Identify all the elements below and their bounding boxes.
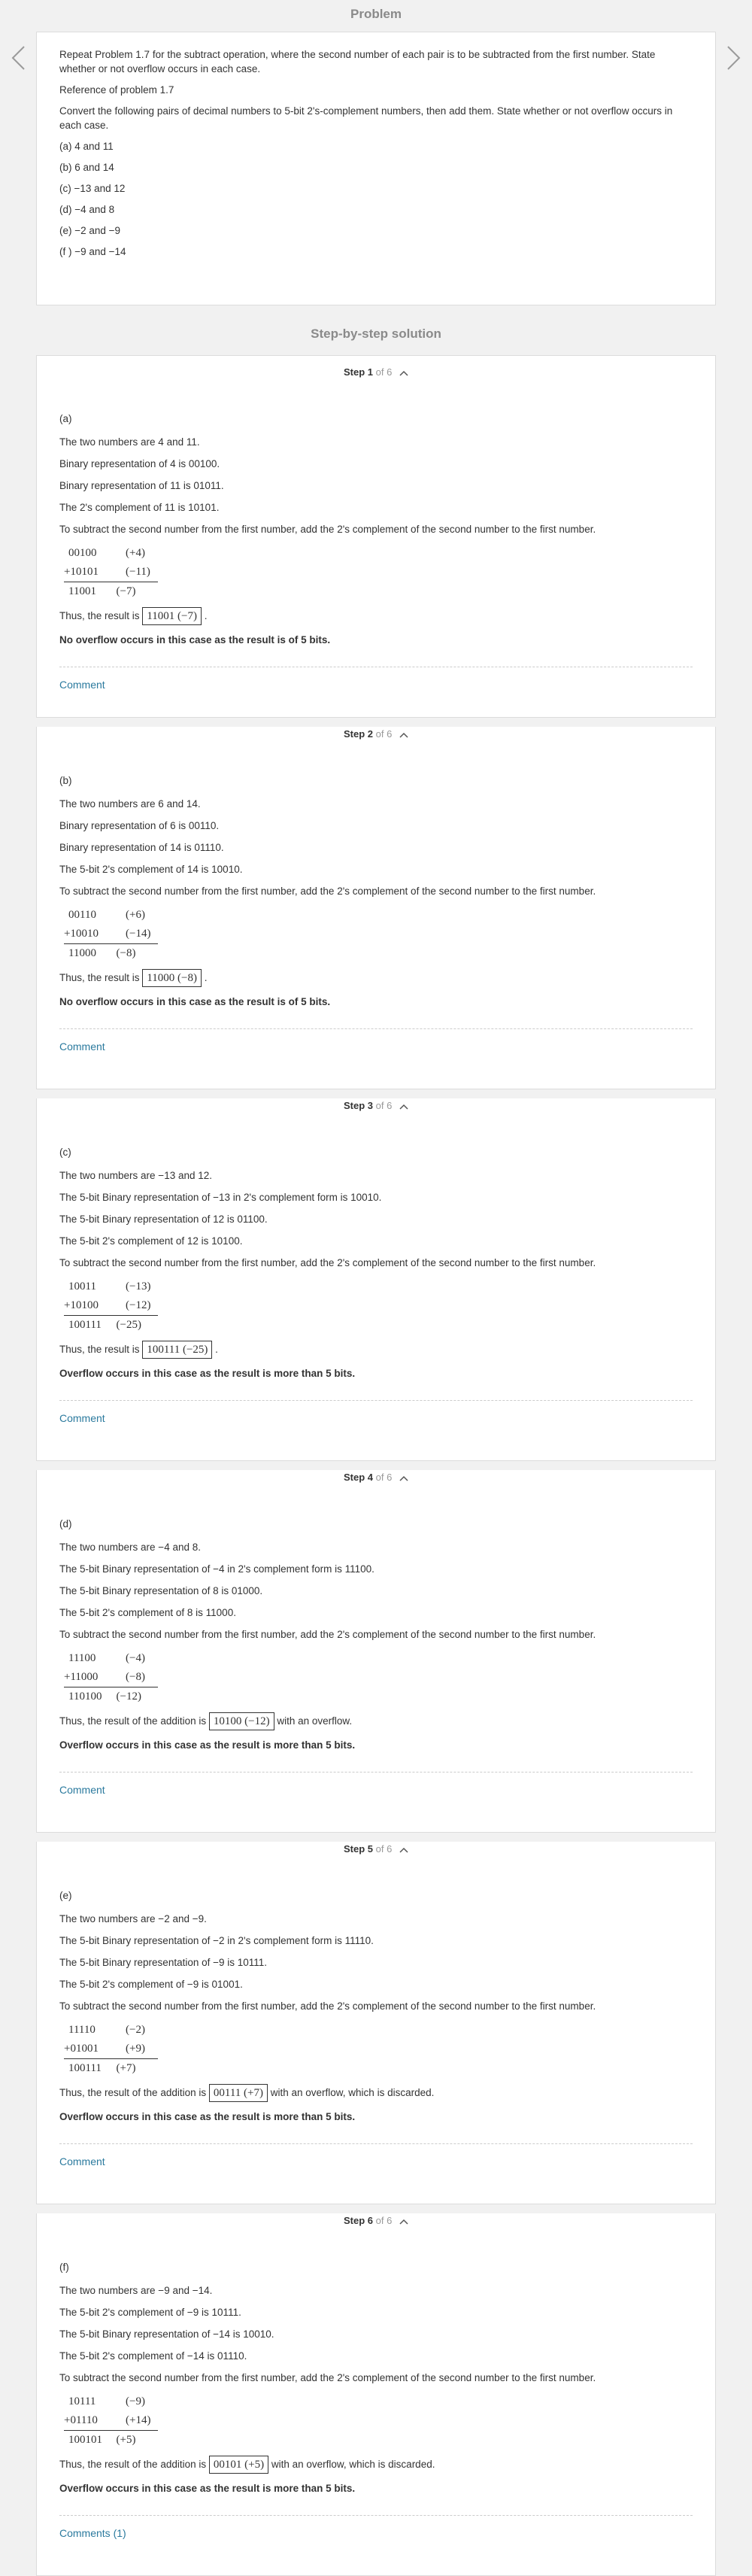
steps-list (36, 355, 716, 2576)
step-line: To subtract the second number from the first number, add the 2's complement of the second number to the first number. (59, 2000, 596, 2012)
step-line: The 5-bit Binary representation of −9 is 10111. (59, 1957, 268, 1968)
boxed-result: 100111 (−25) (142, 1341, 212, 1359)
step-card-2 (36, 727, 716, 1089)
arith-result: 100111 (68, 1319, 102, 1331)
step-line: The 5-bit Binary representation of 8 is 01000. (59, 1585, 263, 1596)
arith-result-value: (+5) (116, 2434, 136, 2446)
step-line: The 5-bit Binary representation of −14 is 10010. (59, 2328, 274, 2340)
step-count: of 6 (375, 1843, 393, 1855)
result-line (59, 969, 693, 987)
step-line: To subtract the second number from the first number, add the 2's complement of the second number to the first number. (59, 524, 596, 535)
overflow-note: Overflow occurs in this case as the result is more than 5 bits. (59, 2483, 356, 2494)
step-count: of 6 (375, 728, 393, 740)
step-header[interactable] (37, 2213, 715, 2228)
binary-arithmetic (64, 544, 693, 601)
arith-row (64, 925, 693, 943)
arith-row (64, 563, 693, 582)
arith-row (64, 544, 693, 563)
step-line: Binary representation of 6 is 00110. (59, 820, 220, 831)
arith-value: (+4) (126, 547, 145, 559)
arith-sum-row (64, 2430, 158, 2450)
boxed-result: 00101 (+5) (209, 2456, 268, 2474)
binary-arithmetic (64, 906, 693, 963)
binary-arithmetic (64, 1277, 693, 1335)
binary-arithmetic (64, 1649, 693, 1706)
arith-row (64, 2411, 693, 2430)
step-line: The 5-bit Binary representation of −4 in 2's complement form is 11100. (59, 1563, 374, 1575)
arith-operand: 11110 (68, 2024, 96, 2036)
part-label: (c) (59, 1147, 71, 1158)
step-line: The two numbers are 6 and 14. (59, 798, 201, 810)
arith-operand: 10011 (68, 1280, 96, 1293)
result-prefix: Thus, the result is (59, 972, 140, 983)
step-header[interactable] (37, 1842, 715, 1857)
result-prefix: Thus, the result is (59, 610, 140, 621)
step-count: of 6 (375, 366, 393, 378)
arith-row (64, 2392, 693, 2411)
arith-row (64, 1296, 693, 1315)
arith-result: 100111 (68, 2062, 102, 2074)
arith-result: 110100 (68, 1690, 102, 1703)
problem-item: (a) 4 and 11 (59, 141, 114, 152)
step-line: The 5-bit 2's complement of −9 is 01001. (59, 1979, 243, 1990)
overflow-note: Overflow occurs in this case as the result is more than 5 bits. (59, 2111, 356, 2122)
step-line: To subtract the second number from the first number, add the 2's complement of the second number to the first number. (59, 1257, 596, 1268)
step-line: The 2's complement of 11 is 10101. (59, 502, 220, 513)
step-line: Binary representation of 11 is 01011. (59, 480, 224, 491)
arith-operand: +10010 (64, 928, 99, 940)
arith-value: (−2) (126, 2024, 145, 2036)
result-line (59, 1712, 693, 1730)
problem-item: (d) −4 and 8 (59, 204, 115, 215)
problem-item: (c) −13 and 12 (59, 183, 126, 194)
arith-sum-row (64, 1315, 158, 1335)
result-suffix: with an overflow, which is discarded. (270, 2087, 435, 2098)
problem-item: (e) −2 and −9 (59, 225, 121, 236)
arith-operand: +01001 (64, 2043, 99, 2055)
problem-card (36, 32, 716, 305)
step-line: The two numbers are −13 and 12. (59, 1170, 213, 1181)
arith-value: (+6) (126, 909, 145, 921)
part-label: (e) (59, 1890, 72, 1901)
step-title: Step 4 (344, 1472, 374, 1483)
overflow-note: No overflow occurs in this case as the result is of 5 bits. (59, 996, 331, 1007)
divider (59, 1400, 693, 1401)
step-line: The two numbers are 4 and 11. (59, 436, 200, 448)
result-suffix: with an overflow. (277, 1715, 353, 1727)
step-line: The 5-bit Binary representation of −2 in 2's complement form is 11110. (59, 1935, 374, 1946)
step-line: The 5-bit 2's complement of 12 is 10100. (59, 1235, 243, 1247)
step-body (37, 773, 715, 1054)
arith-result: 11000 (68, 947, 96, 959)
arith-result-value: (−25) (116, 1319, 141, 1331)
arith-operand: 00110 (68, 909, 96, 921)
step-title: Step 2 (344, 728, 374, 740)
result-line (59, 2084, 693, 2102)
step-count: of 6 (375, 2215, 393, 2226)
step-line: The two numbers are −2 and −9. (59, 1913, 207, 1924)
step-body (37, 2260, 715, 2541)
arith-result-value: (−12) (116, 1690, 141, 1703)
step-line: To subtract the second number from the first number, add the 2's complement of the second number to the first number. (59, 886, 596, 897)
solution-heading: Step-by-step solution (311, 327, 441, 341)
result-line (59, 1341, 693, 1359)
overflow-note: Overflow occurs in this case as the result is more than 5 bits. (59, 1739, 356, 1751)
arith-result: 100101 (68, 2434, 102, 2446)
problem-item: (f ) −9 and −14 (59, 246, 126, 257)
divider (59, 1772, 693, 1773)
step-count: of 6 (375, 1100, 393, 1111)
arith-operand: +10101 (64, 566, 99, 578)
arith-row (64, 2040, 693, 2058)
arith-row (64, 906, 693, 925)
part-label: (f) (59, 2262, 69, 2273)
step-title: Step 6 (344, 2215, 374, 2226)
content-column (36, 0, 716, 2576)
step-title: Step 5 (344, 1843, 374, 1855)
step-line: The 5-bit 2's complement of 8 is 11000. (59, 1607, 236, 1618)
arith-value: (−11) (126, 566, 150, 578)
result-suffix: with an overflow, which is discarded. (271, 2459, 435, 2470)
next-problem-chevron-right-icon[interactable] (726, 45, 741, 71)
arith-result-value: (+7) (116, 2062, 136, 2074)
result-suffix: . (204, 610, 208, 621)
result-line (59, 2456, 693, 2474)
part-label: (d) (59, 1518, 72, 1530)
arith-row (64, 1649, 693, 1668)
chevron-up-icon[interactable] (399, 732, 408, 738)
result-prefix: Thus, the result of the addition is (59, 2459, 207, 2470)
arith-value: (−13) (126, 1280, 151, 1293)
result-prefix: Thus, the result is (59, 1344, 140, 1355)
arith-value: (−8) (126, 1671, 145, 1683)
chevron-up-icon[interactable] (399, 1475, 408, 1481)
arith-value: (−14) (126, 928, 151, 940)
boxed-result: 00111 (+7) (209, 2084, 268, 2102)
step-line: The 5-bit Binary representation of −13 in 2's complement form is 10010. (59, 1192, 382, 1203)
comment-link[interactable]: Comment (59, 2155, 105, 2167)
comment-link[interactable]: Comment (59, 1040, 105, 1053)
step-card-3 (36, 1098, 716, 1461)
arith-row (64, 2021, 693, 2040)
arith-sum-row (64, 943, 158, 963)
comment-link[interactable]: Comments (1) (59, 2527, 126, 2539)
arith-operand: 11100 (68, 1652, 96, 1664)
step-body (37, 1888, 715, 2169)
arith-sum-row (64, 1687, 158, 1706)
arith-operand: +11000 (64, 1671, 99, 1683)
arith-result-value: (−8) (116, 947, 136, 959)
comment-link[interactable]: Comment (59, 1412, 105, 1424)
divider (59, 2143, 693, 2144)
result-prefix: Thus, the result of the addition is (59, 2087, 207, 2098)
arith-sum-row (64, 2058, 158, 2078)
divider (59, 2515, 693, 2516)
chevron-up-icon[interactable] (399, 370, 408, 376)
problem-reference: Reference of problem 1.7 (59, 84, 174, 96)
divider (59, 1028, 693, 1029)
step-line: The 5-bit 2's complement of 14 is 10010. (59, 864, 243, 875)
step-line: To subtract the second number from the first number, add the 2's complement of the second number to the first number. (59, 2372, 596, 2383)
arith-value: (+9) (126, 2043, 145, 2055)
problem-heading: Problem (350, 7, 402, 21)
part-label: (b) (59, 775, 72, 786)
arith-row (64, 1668, 693, 1687)
arith-row (64, 1277, 693, 1296)
step-body (37, 1517, 715, 1797)
problem-instruction: Convert the following pairs of decimal numbers to 5-bit 2's-complement numbers, then add them. State whether or not overflow occurs in each case. (59, 105, 673, 131)
chevron-up-icon[interactable] (399, 1104, 408, 1110)
step-header[interactable] (37, 1470, 715, 1485)
problem-item: (b) 6 and 14 (59, 162, 114, 173)
chevron-up-icon[interactable] (399, 1847, 408, 1853)
step-card-6 (36, 2213, 716, 2576)
part-label: (a) (59, 413, 72, 424)
arith-value: (−12) (126, 1299, 151, 1311)
step-count: of 6 (375, 1472, 393, 1483)
overflow-note: Overflow occurs in this case as the result is more than 5 bits. (59, 1368, 356, 1379)
step-body (37, 1145, 715, 1426)
result-suffix: . (204, 972, 208, 983)
arith-result-value: (−7) (116, 585, 136, 597)
binary-arithmetic (64, 2392, 693, 2450)
result-prefix: Thus, the result of the addition is (59, 1715, 207, 1727)
arith-value: (−9) (126, 2395, 145, 2407)
binary-arithmetic (64, 2021, 693, 2078)
step-body (37, 412, 715, 692)
step-card-4 (36, 1470, 716, 1833)
arith-result: 11001 (68, 585, 96, 597)
step-line: The 5-bit 2's complement of −14 is 01110. (59, 2350, 247, 2362)
previous-problem-chevron-left-icon[interactable] (11, 45, 26, 71)
step-line: Binary representation of 4 is 00100. (59, 458, 220, 469)
arith-value: (+14) (126, 2414, 151, 2426)
problem-statement: Repeat Problem 1.7 for the subtract operation, where the second number of each pair is to be subtracted from the first number. State whether or not overflow occurs in each case. (59, 49, 656, 74)
arith-operand: 00100 (68, 547, 97, 559)
arith-sum-row (64, 582, 158, 601)
step-title: Step 1 (344, 366, 374, 378)
overflow-note: No overflow occurs in this case as the result is of 5 bits. (59, 634, 331, 646)
comment-link[interactable]: Comment (59, 679, 105, 691)
result-suffix: . (215, 1344, 218, 1355)
step-line: The 5-bit 2's complement of −9 is 10111. (59, 2307, 241, 2318)
step-header[interactable] (37, 727, 715, 742)
arith-value: (−4) (126, 1652, 145, 1664)
boxed-result: 10100 (−12) (209, 1712, 274, 1730)
arith-operand: +01110 (64, 2414, 98, 2426)
step-line: The 5-bit Binary representation of 12 is 01100. (59, 1214, 268, 1225)
step-line: The two numbers are −4 and 8. (59, 1542, 201, 1553)
step-title: Step 3 (344, 1100, 374, 1111)
step-line: The two numbers are −9 and −14. (59, 2285, 213, 2296)
step-header[interactable] (37, 1098, 715, 1113)
step-card-5 (36, 1842, 716, 2204)
comment-link[interactable]: Comment (59, 1784, 105, 1796)
result-line (59, 607, 693, 625)
step-line: To subtract the second number from the first number, add the 2's complement of the second number to the first number. (59, 1629, 596, 1640)
step-card-1 (36, 355, 716, 718)
boxed-result: 11001 (−7) (142, 607, 202, 625)
chevron-up-icon[interactable] (399, 2219, 408, 2225)
step-header[interactable] (37, 365, 715, 380)
arith-operand: +10100 (64, 1299, 99, 1311)
step-line: Binary representation of 14 is 01110. (59, 842, 224, 853)
boxed-result: 11000 (−8) (142, 969, 202, 987)
arith-operand: 10111 (68, 2395, 96, 2407)
